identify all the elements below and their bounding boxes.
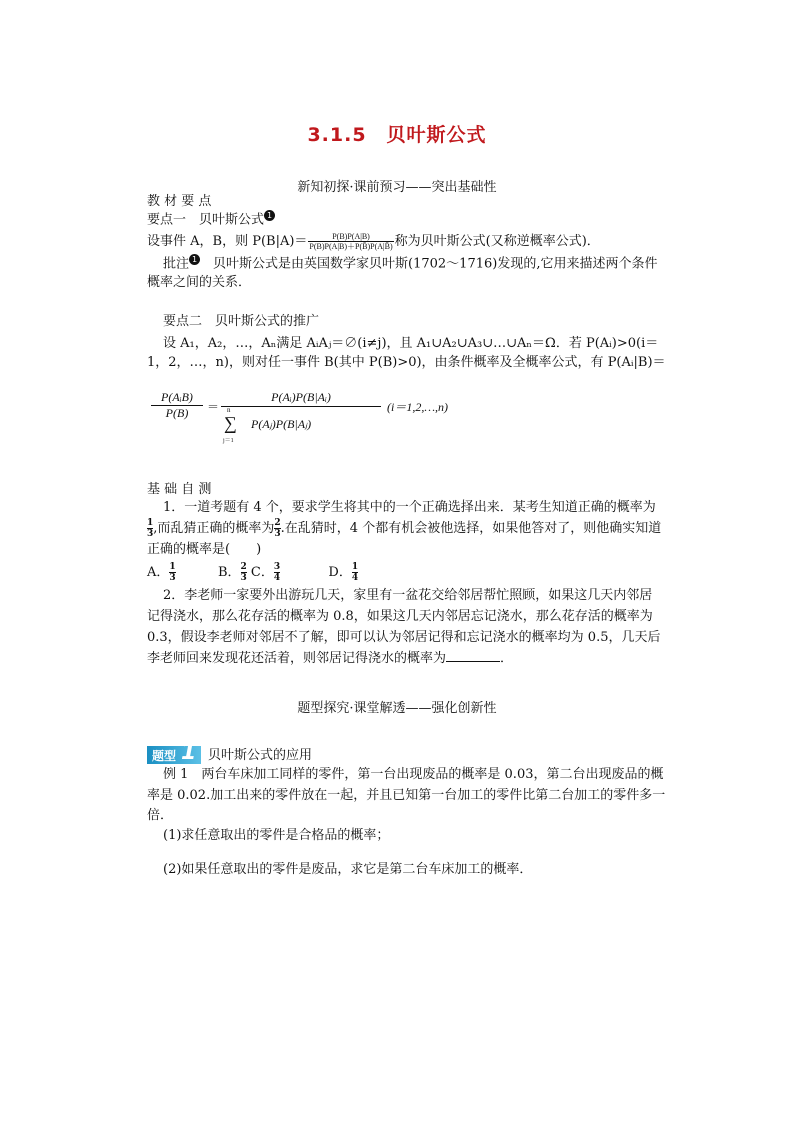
textbook-points-subhead: 教 材 要 点 <box>147 194 212 209</box>
note-marker-icon: 1 <box>189 254 200 265</box>
bayes-fraction: $\frac{P(B)P(A|B)}{P(B)P(A|B)+P(B̄)P(A|B̄)}$ <box>309 232 393 251</box>
question2-line-3: 0.3，假设李老师对邻居不了解，即可以认为邻居记得和忘记浇水的概率均为 0.5，几天后 <box>147 630 661 645</box>
point2-title: 要点二 贝叶斯公式的推广 <box>163 314 320 329</box>
example1-question-1: (1)求任意取出的零件是合格品的概率； <box>163 828 390 843</box>
option-a: A． $\frac{1}{3}$ <box>147 562 176 583</box>
answer-blank <box>446 649 500 662</box>
example1-line-2: 率是 0.02.加工出来的零件放在一起，并且已知第一台加工的零件比第二台加工的零件多一 <box>147 788 666 803</box>
question1-line-1: 1．一道考题有 4 个，要求学生将其中的一个正确选择出来．某考生知道正确的概率为 <box>163 500 656 515</box>
sum-lower-limit: j＝1 <box>223 438 234 444</box>
page-title: 3.1.5 贝叶斯公式 <box>307 124 487 146</box>
example1-line-1: 例 1 两台车床加工同样的零件，第一台出现废品的概率是 0.03，第二台出现废品的概 <box>163 767 664 782</box>
formula-equals: ＝ <box>207 400 220 414</box>
example1-question-2: (2)如果任意取出的零件是废品，求它是第二台车床加工的概率． <box>163 862 533 877</box>
formula-index-range: (i＝1,2,…,n) <box>387 400 448 414</box>
point2-text-line-1: 设 A₁，A₂，…，Aₙ满足 AᵢAⱼ＝∅(i≠j)，且 A₁∪A₂∪A₃∪…∪Aₙ＝Ω．若 P(Aᵢ)>0(i＝ <box>163 336 659 351</box>
section-heading-explore: 题型探究·课堂解透——强化创新性 <box>297 701 497 716</box>
generalized-bayes-formula <box>151 386 471 446</box>
formula-rhs: P(Aᵢ)P(B|Aᵢ) n ∑ j＝1 P(Aⱼ)P(B|Aⱼ) <box>221 390 381 441</box>
topic-title: 贝叶斯公式的应用 <box>208 748 313 763</box>
point1-title: 要点一 贝叶斯公式 1 <box>147 210 275 230</box>
question2-line-2: 记得浇水，那么花存活的概率为 0.8，如果这几天内邻居忘记浇水，那么花存活的概率为 <box>147 609 653 624</box>
fraction-one-third: $\frac{1}{3}$ <box>147 518 154 539</box>
option-b: B． $\frac{2}{3}$ <box>217 562 247 583</box>
point2-text-line-2: 1，2，…，n)，则对任一事件 B(其中 P(B)>0)，由条件概率及全概率公式，有 P(Aᵢ|B)＝ <box>147 355 666 370</box>
question1-options <box>147 562 358 583</box>
bayes-formula-line: 设事件 A，B，则 P(B|A)＝ $\frac{P(B)P(A|B)}{P(B)P(A|B)+P(B̄)P(A|B̄)}$ 称为贝叶斯公式(又称逆概率公式)． <box>147 232 600 251</box>
example1-line-3: 倍． <box>147 808 174 823</box>
topic-type-badge: 题型 1 <box>147 746 201 764</box>
question1-line-3: 正确的概率是( ) <box>147 542 262 557</box>
formula-lhs: P(AᵢB) P(B) <box>151 390 203 421</box>
fraction-two-thirds: $\frac{2}{3}$ <box>274 518 281 539</box>
question2-line-4: 李老师回来发现花还活着，则邻居记得浇水的概率为 ． <box>147 651 514 666</box>
option-d: D． $\frac{1}{4}$ <box>328 562 359 583</box>
note-marker-icon: 1 <box>264 210 275 221</box>
question1-line-2: $\frac{1}{3}$ ,而乱猜正确的概率为 $\frac{2}{3}$ .在乱猜时，4 个都有机会被他选择，如果他答对了，则他确实知道 <box>147 518 662 539</box>
option-c: C． $\frac{3}{4}$ <box>250 562 281 583</box>
sum-upper-limit: n <box>227 406 231 414</box>
note-line-1: 批注 1 贝叶斯公式是由英国数学家贝叶斯(1702～1716)发现的,它用来描述两个条件 <box>163 255 658 272</box>
note-line-2: 概率之间的关系． <box>147 275 252 290</box>
question2-line-1: 2．李老师一家要外出游玩几天，家里有一盆花交给邻居帮忙照顾，如果这几天内邻居 <box>163 588 653 603</box>
sum-symbol: ∑ <box>224 413 237 433</box>
self-test-subhead: 基 础 自 测 <box>147 482 212 497</box>
section-heading-preview: 新知初探·课前预习——突出基础性 <box>297 180 497 195</box>
